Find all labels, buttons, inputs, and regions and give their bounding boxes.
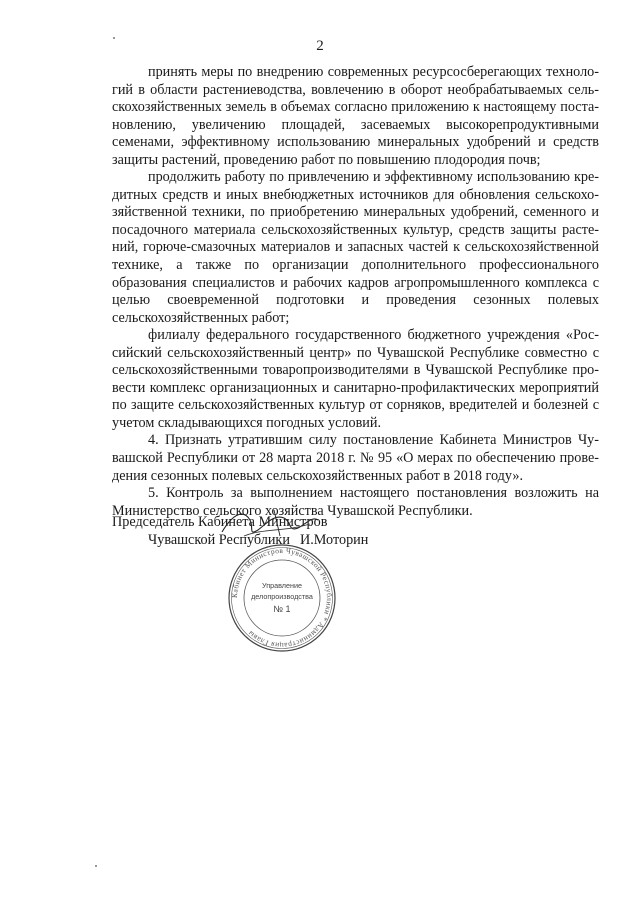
paragraph-item-5: 5. Контроль за выполнением настоящего постановления возложить на Министерство сельского хозяйства Чувашской Республики. <box>112 485 599 519</box>
stamp-ring-text: Кабинет Министров Чувашской Республики * Администрация Главы <box>229 545 335 651</box>
stamp-center-line3: № 1 <box>273 604 291 614</box>
scan-speck <box>95 865 97 867</box>
handwritten-signature <box>214 506 324 546</box>
paragraph-item-4: 4. Признать утратившим силу постановление Кабинета Министров Чувашской Республики от 28 марта 2018 г. № 95 «О мерах по обеспечению проведения сезонных полевых сельскохозяйственных работ в 2018 году». <box>112 432 599 484</box>
scan-speck <box>113 37 115 39</box>
paragraph-measures: принять меры по внедрению современных ресурсосберегающих технологий в области растениеводства, вовлечению в оборот необрабатываемых сельскохозяйственных земель в объемах согласно приложению к настоящему постановлению, увеличению площадей, засеваемых высокорепродуктивными семенами, эффективному использованию минеральных удобрений и средств защиты растений, проведению работ по повышению плодородия почв; <box>112 64 599 168</box>
official-stamp <box>226 542 338 654</box>
paragraph-branch-protection: филиалу федерального государственного бюджетного учреждения «Российский сельскохозяйственный центр» по Чувашской Республике совместно с сельскохозяйственными товаропроизводителями в Чувашской Республике провести комплекс организационных и санитарно-профилактических мероприятий по защите сельскохозяйственных культур от сорняков, вредителей и болезней с учетом складывающихся погодных условий. <box>112 327 599 431</box>
page-number: 2 <box>316 38 324 54</box>
stamp-center-line2: делопроизводства <box>251 592 313 601</box>
signature-title-line1: Председатель Кабинета Министров <box>112 514 328 530</box>
stamp-center-line1: Управление <box>262 581 302 590</box>
signature-title-line2: Чувашской Республики <box>148 532 290 548</box>
signer-name: И.Моторин <box>300 532 369 548</box>
document-body <box>112 64 599 520</box>
paragraph-credit-work: продолжить работу по привлечению и эффективному использованию кредитных средств и иных внебюджетных источников для обновления сельскохозяйственной техники, по приобретению минеральных удобрений, семенного и посадочного материала сельскохозяйственных культур, средств защиты растений, горюче-смазочных материалов и запасных частей к сельскохозяйственной технике, а также по организации дополнительного профессионального образования специалистов и рабочих кадров агропромышленного комплекса с целью своевременной подготовки и проведения сезонных полевых сельскохозяйственных работ; <box>112 169 599 326</box>
